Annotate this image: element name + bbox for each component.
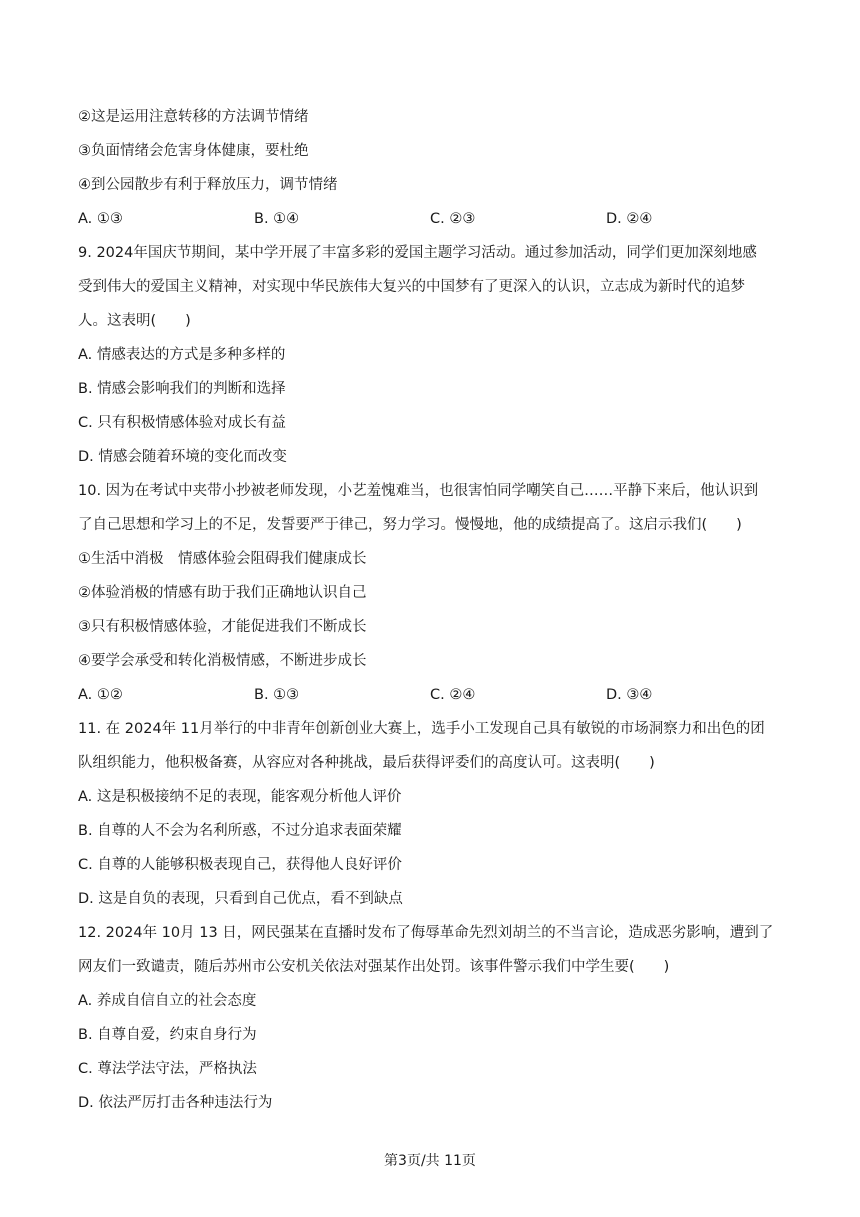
q9-option-a: A. 情感表达的方式是多种多样的 [78,347,286,363]
page-content [78,100,790,1120]
q12-stem-line-1: 12. 2024年 10月 13 日，网民强某在直播时发布了侮辱革命先烈刘胡兰的不当言论，造成恶劣影响，遭到了 [78,925,774,941]
q8-statement-4: ④到公园散步有利于释放压力，调节情绪 [78,177,338,193]
q9-option-c: C. 只有积极情感体验对成长有益 [78,415,286,431]
page-number-footer: 第3页/共 11页 [384,1153,476,1169]
q8-choices [78,202,790,236]
q11-option-d: D. 这是自负的表现，只看到自己优点，看不到缺点 [78,891,403,907]
q8-choice-a: A. ①③ [78,211,123,227]
q9-stem-line-2: 受到伟大的爱国主义精神，对实现中华民族伟大复兴的中国梦有了更深入的认识，立志成为新时代的追梦 [78,279,745,295]
q10-statement-1: ①生活中消极 情感体验会阻碍我们健康成长 [78,551,367,567]
q11-option-c: C. 自尊的人能够积极表现自己，获得他人良好评价 [78,857,402,873]
q11-option-b: B. 自尊的人不会为名利所惑，不过分追求表面荣耀 [78,823,402,839]
question-8-continued [78,100,790,236]
question-9 [78,236,790,474]
q9-option-b: B. 情感会影响我们的判断和选择 [78,381,286,397]
q12-option-d: D. 依法严厉打击各种违法行为 [78,1095,273,1111]
q11-stem-line-2: 队组织能力，他积极备赛，从容应对各种挑战，最后获得评委们的高度认可。这表明( ) [78,755,655,771]
q12-option-b: B. 自尊自爱，约束自身行为 [78,1027,257,1043]
q10-statement-3: ③只有积极情感体验，才能促进我们不断成长 [78,619,367,635]
q9-option-d: D. 情感会随着环境的变化而改变 [78,449,287,465]
question-10 [78,474,790,712]
q12-option-c: C. 尊法学法守法，严格执法 [78,1061,257,1077]
q8-choice-b: B. ①④ [254,211,300,227]
q11-stem-line-1: 11. 在 2024年 11月举行的中非青年创新创业大赛上，选手小工发现自己具有敏锐的市场洞察力和出色的团 [78,721,765,737]
question-12 [78,916,790,1120]
q10-choice-a: A. ①② [78,687,123,703]
q10-choices [78,678,790,712]
question-11 [78,712,790,916]
q11-option-a: A. 这是积极接纳不足的表现，能客观分析他人评价 [78,789,402,805]
q10-choice-d: D. ③④ [606,687,653,703]
q8-choice-c: C. ②③ [430,211,476,227]
q9-stem-line-1: 9. 2024年国庆节期间，某中学开展了丰富多彩的爱国主题学习活动。通过参加活动，同学们更加深刻地感 [78,245,757,261]
q10-statement-2: ②体验消极的情感有助于我们正确地认识自己 [78,585,367,601]
q12-stem-line-2: 网友们一致谴责，随后苏州市公安机关依法对强某作出处罚。该事件警示我们中学生要( ) [78,959,670,975]
q8-statement-3: ③负面情绪会危害身体健康，要杜绝 [78,143,309,159]
q9-stem-line-3: 人。这表明( ) [78,313,191,329]
q8-statement-2: ②这是运用注意转移的方法调节情绪 [78,109,309,125]
q8-choice-d: D. ②④ [606,211,653,227]
q12-option-a: A. 养成自信自立的社会态度 [78,993,257,1009]
q10-stem-line-1: 10. 因为在考试中夹带小抄被老师发现，小艺羞愧难当，也很害怕同学嘲笑自己……平静下来后，他认识到 [78,483,759,499]
q10-stem-line-2: 了自己思想和学习上的不足，发誓要严于律己，努力学习。慢慢地，他的成绩提高了。这启示我们( ) [78,517,742,533]
q10-choice-b: B. ①③ [254,687,300,703]
q10-statement-4: ④要学会承受和转化消极情感，不断进步成长 [78,653,367,669]
q10-choice-c: C. ②④ [430,687,476,703]
